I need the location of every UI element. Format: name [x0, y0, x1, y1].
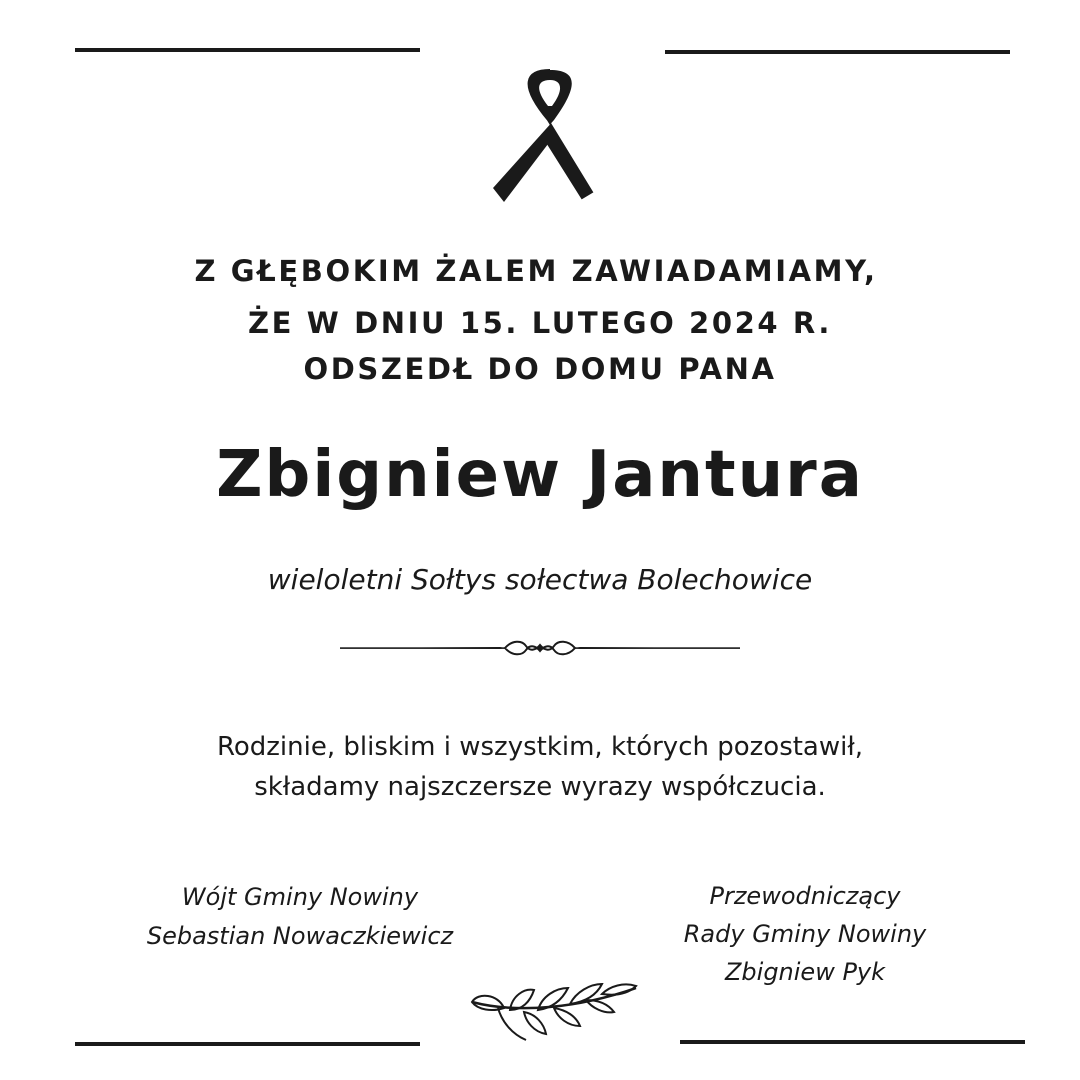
signature-left-title: Wójt Gminy Nowiny [181, 883, 419, 911]
olive-branch-icon [468, 982, 640, 1044]
announcement-line-2: ŻE W DNIU 15. LUTEGO 2024 R. [248, 306, 832, 340]
deceased-role: wieloletni Sołtys sołectwa Bolechowice [267, 563, 813, 596]
top-right-rule [665, 50, 1010, 54]
signature-right-title-line-1: Przewodniczący [709, 882, 901, 910]
signature-right-title-line-2: Rady Gminy Nowiny [683, 920, 927, 948]
deceased-name: Zbigniew Jantura [216, 438, 864, 512]
announcement-line-1: Z GŁĘBOKIM ŻALEM ZAWIADAMIAMY, [194, 254, 878, 288]
ornamental-divider-icon [340, 636, 740, 660]
bottom-left-rule [75, 1042, 420, 1046]
bottom-right-rule [680, 1040, 1025, 1044]
signature-right-name: Zbigniew Pyk [724, 958, 886, 986]
announcement-line-3: ODSZEDŁ DO DOMU PANA [303, 352, 777, 386]
mourning-ribbon-icon [490, 62, 606, 210]
condolence-line-1: Rodzinie, bliskim i wszystkim, których pozostawił, [216, 732, 864, 762]
top-left-rule [75, 48, 420, 52]
signature-left-name: Sebastian Nowaczkiewicz [146, 922, 454, 950]
condolence-line-2: składamy najszczersze wyrazy współczucia. [254, 772, 826, 802]
